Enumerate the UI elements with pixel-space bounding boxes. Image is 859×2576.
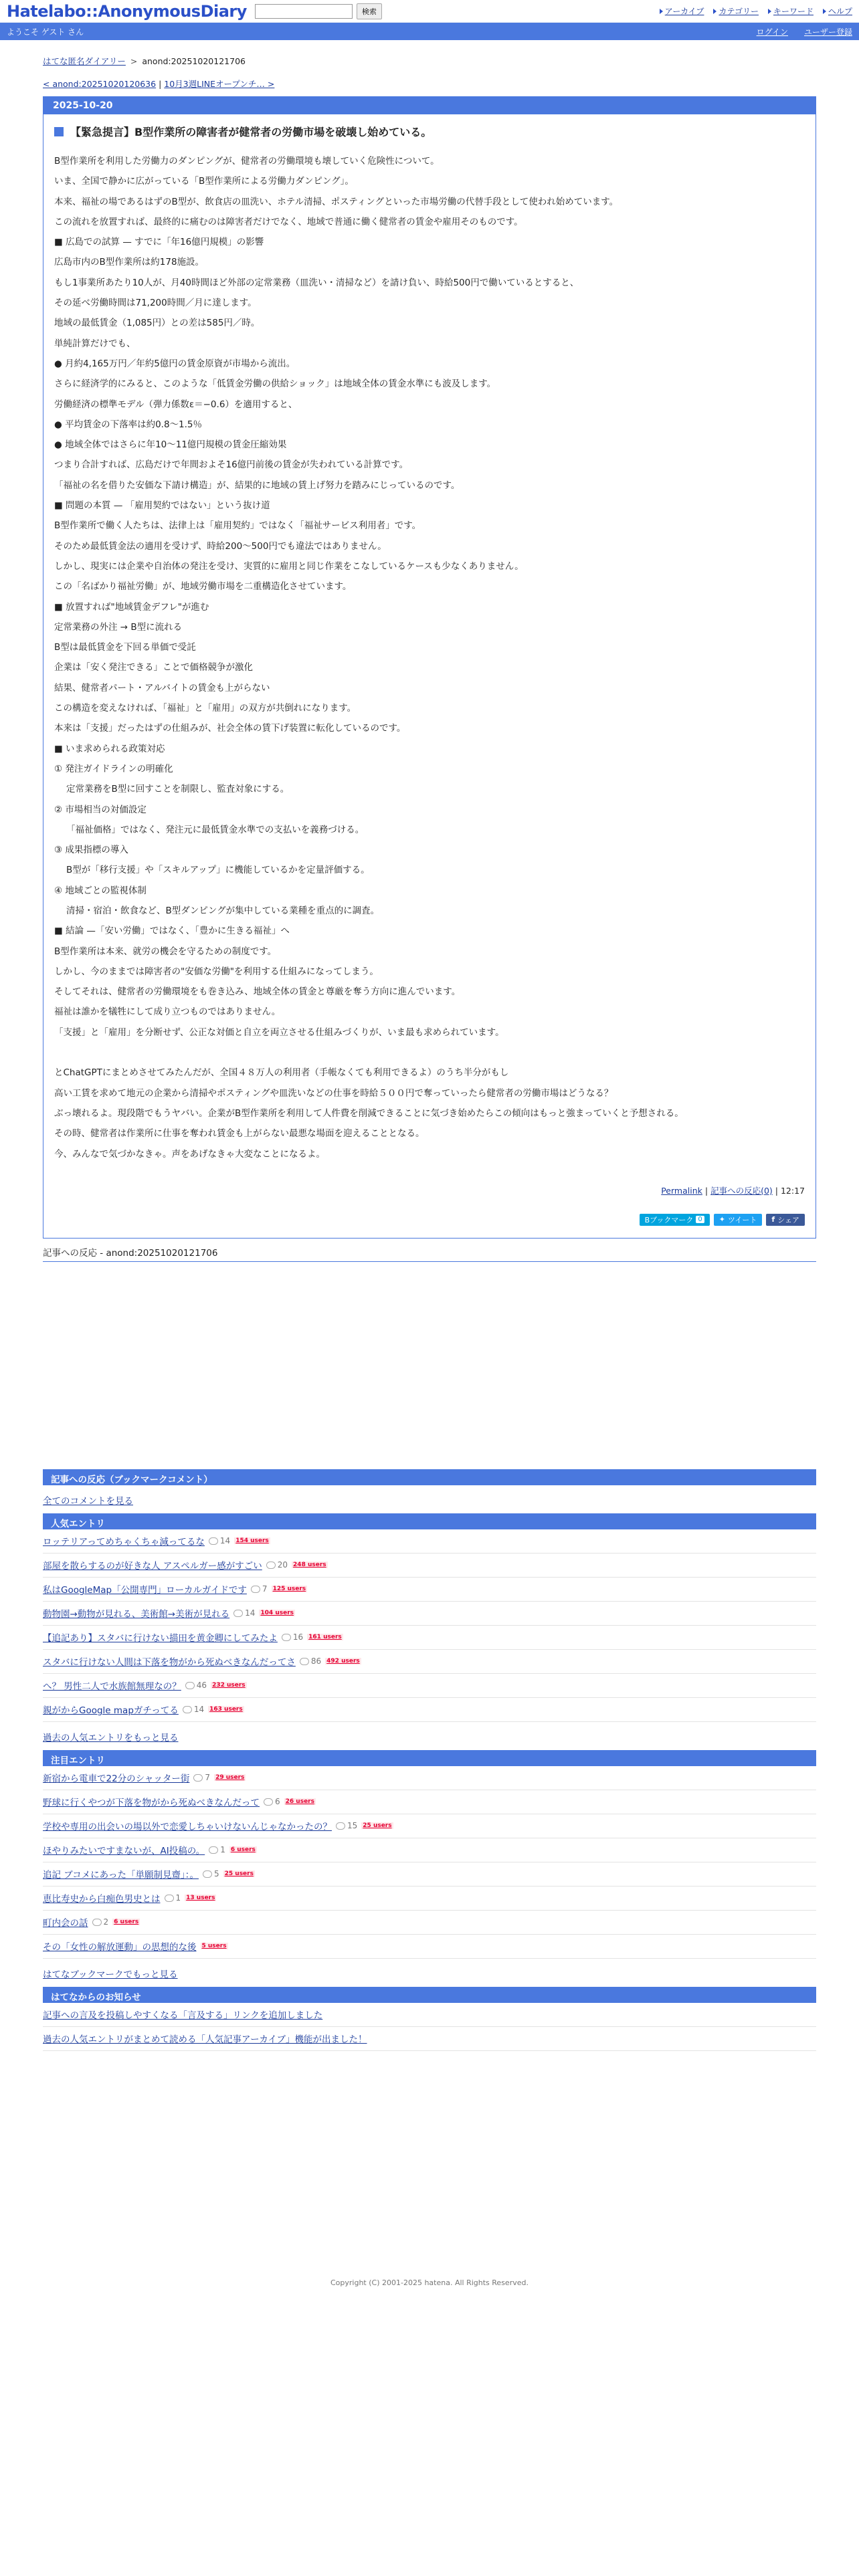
- bookmark-users-badge[interactable]: 125 users: [272, 1586, 306, 1593]
- breadcrumb: [43, 55, 816, 67]
- popular-more-line: [43, 1722, 816, 1750]
- bookmark-users-badge[interactable]: 154 users: [235, 1537, 269, 1545]
- tweet-label: ツイート: [727, 1215, 757, 1224]
- comment-count-value: 1: [175, 1893, 181, 1903]
- comment-count[interactable]: [266, 1560, 288, 1570]
- entry-body-line: その延べ労働時間は71,200時間／月に達します。: [54, 298, 257, 309]
- entry-body-line: いま、全国で静かに広がっている「B型作業所による労働力ダンピング」。: [54, 176, 354, 187]
- entry-body-line: ① 発注ガイドラインの明確化: [54, 763, 173, 774]
- speech-bubble-icon: [233, 1610, 243, 1617]
- entry-list-link[interactable]: 私はGoogleMap「公開専門」ローカルガイドです: [43, 1585, 247, 1596]
- comment-count-value: 2: [103, 1917, 109, 1927]
- entry-title: [54, 124, 805, 139]
- comment-count[interactable]: [185, 1681, 207, 1690]
- entry-pager: [43, 78, 816, 90]
- speech-bubble-icon: [282, 1634, 291, 1641]
- comment-count-value: 1: [220, 1845, 225, 1855]
- entry-body-line: 清掃・宿泊・飲食など、B型ダンピングが集中している業種を重点的に調査。: [66, 905, 380, 916]
- comment-count[interactable]: [209, 1845, 225, 1854]
- entry-body-line: B型作業所を利用した労働力のダンピングが、健常者の労働環境も壊していく危険性について。: [54, 156, 440, 167]
- comment-count[interactable]: [282, 1632, 303, 1642]
- register-link[interactable]: ユーザー登録: [803, 27, 852, 37]
- hot-entries-header: 注目エントリ: [43, 1750, 816, 1766]
- comment-count-value: 5: [213, 1869, 219, 1879]
- comment-count-value: 16: [292, 1632, 304, 1642]
- entry-body-line: しかし、現実には企業や自治体の発注を受け、実質的に雇用と同じ作業をこなしているケースも少なくありません。: [54, 560, 524, 572]
- diary-entry: [43, 96, 816, 1239]
- comment-count[interactable]: [92, 1917, 109, 1927]
- comment-count[interactable]: [233, 1608, 255, 1618]
- entry-list-item: [43, 1790, 816, 1814]
- speech-bubble-icon: [185, 1682, 195, 1689]
- entry-body-line: B型は最低賃金を下回る単価で受託: [54, 642, 196, 653]
- nav-archive-link[interactable]: アーカイブ: [660, 5, 704, 17]
- entry-list-link[interactable]: ほやりみたいですまないが、AI投稿の。: [43, 1846, 205, 1857]
- entry-list-item: [43, 1602, 816, 1626]
- entry-list-link[interactable]: スタバに行けない人間は下落を物がから死ぬべきなんだってさ: [43, 1657, 296, 1669]
- entry-list-link[interactable]: 恵比寿史から白痴色男史とは: [43, 1894, 161, 1905]
- entry-body-line: 今、みんなで気づかなきゃ。声をあげなきゃ大変なことになるよ。: [54, 1148, 325, 1160]
- hot-more-link[interactable]: はてなブックマークでもっと見る: [43, 1969, 178, 1980]
- copyright-footer: Copyright (C) 2001-2025 hatena. All Rights Reserved.: [330, 2278, 529, 2287]
- entry-body-line: ■ 問題の本質 — 「雇用契約ではない」という抜け道: [54, 500, 270, 512]
- top-nav-links: [660, 5, 852, 17]
- entry-body-line: ■ いま求められる政策対応: [54, 743, 165, 754]
- entry-date: 2025-10-20: [43, 97, 816, 114]
- entry-list-link[interactable]: ロッテリアってめちゃくちゃ減ってるな: [43, 1537, 205, 1548]
- entry-body-line: 定常業務をB型に回すことを制限し、監査対象にする。: [66, 784, 290, 795]
- entry-body-line: 定常業務の外注 → B型に流れる: [54, 621, 183, 633]
- entry-body: [54, 151, 805, 1164]
- entry-list-item: [43, 1674, 816, 1698]
- entry-body-line: ■ 結論 —「安い労働」ではなく、「豊かに生きる福祉」へ: [54, 926, 290, 937]
- comment-count[interactable]: [203, 1869, 219, 1879]
- comment-count[interactable]: [264, 1797, 280, 1806]
- login-link[interactable]: ログイン: [756, 27, 788, 37]
- comment-count[interactable]: [193, 1773, 210, 1782]
- entry-body-line: もし1事業所あたり10人が、月40時間ほど外部の定常業務（皿洗い・清掃など）を請け負い、時給500円で働いているとすると、: [54, 277, 579, 288]
- entry-list-link[interactable]: へ？ 男性二人で水族館無理なの？: [43, 1681, 181, 1693]
- comment-count[interactable]: [336, 1821, 357, 1830]
- speech-bubble-icon: [300, 1658, 309, 1665]
- comment-count[interactable]: [300, 1656, 321, 1666]
- entry-body-line: しかし、今のままでは障害者の"安価な労働"を利用する仕組みになってしまう。: [54, 966, 379, 977]
- all-comments-line: [43, 1485, 816, 1513]
- title-square-icon: [54, 127, 64, 136]
- entry-body-line: 本来、福祉の場であるはずのB型が、飲食店の皿洗い、ホテル清掃、ポスティングといった市場労働の代替手段として使われ始めています。: [54, 196, 619, 207]
- entry-body-line: そしてそれは、健常者の労働環境をも巻き込み、地域全体の賃金と尊厳を奪う方向に進んでいます。: [54, 986, 461, 998]
- entry-body-line: この「名ばかり福祉労働」が、地域労働市場を二重構造化させています。: [54, 581, 352, 593]
- entry-body-line: 「支援」と「雇用」を分断せず、公正な対価と自立を両立させる仕組みづくりが、いま最も求められています。: [54, 1027, 504, 1038]
- footer-divider-2: |: [775, 1185, 778, 1196]
- entry-body-line: その時、健常者は作業所に仕事を奪われ賃金も上がらない最悪な場面を迎えることとなる。: [54, 1128, 425, 1140]
- entry-body-line: 広島市内のB型作業所は約178施設。: [54, 257, 205, 268]
- entry-body-line: ● 月約4,165万円／年約5億円の賃金原資が市場から流出。: [54, 358, 296, 369]
- facebook-share-button[interactable]: [766, 1214, 805, 1226]
- entry-body-line: 「福祉の名を借りた安価な下請け構造」が、結果的に地域の賃上げ努力を踏みにじっているのです。: [54, 479, 460, 491]
- entry-body-line: 単純計算だけでも、: [54, 338, 136, 349]
- entry-body-line: 高い工賃を求めて地元の企業から清掃やポスティングや皿洗いなどの仕事を時給５００円で奪っていったら健常者の労働市場はどうなる？: [54, 1087, 613, 1099]
- entry-list-item: [43, 1935, 816, 1959]
- search-area: [255, 3, 382, 19]
- entry-body-line: そのため最低賃金法の適用を受けず、時給200〜500円でも違法ではありません。: [54, 540, 387, 552]
- comment-count-value: 20: [277, 1560, 288, 1570]
- entry-body-line: ③ 成果指標の導入: [54, 845, 128, 856]
- entry-list-item: [43, 1553, 816, 1578]
- entry-list-link[interactable]: 町内会の話: [43, 1918, 88, 1929]
- comment-count-value: 14: [193, 1705, 205, 1715]
- entry-body-line: さらに経済学的にみると、このような「低賃金労働の供給ショック」は地域全体の賃金水準にも波及します。: [54, 379, 496, 390]
- bookmark-users-badge[interactable]: 26 users: [285, 1798, 314, 1806]
- tweet-button[interactable]: [714, 1214, 763, 1226]
- footer-divider: |: [704, 1185, 708, 1196]
- reactions-link[interactable]: 記事への反応(0): [710, 1185, 773, 1196]
- speech-bubble-icon: [251, 1586, 260, 1593]
- bookmark-users-badge[interactable]: 161 users: [308, 1634, 342, 1641]
- entry-time: 12:17: [780, 1185, 805, 1196]
- entry-body-line: ■ 広島での試算 — すでに「年16億円規模」の影響: [54, 237, 264, 248]
- permalink-link[interactable]: Permalink: [661, 1185, 702, 1196]
- speech-bubble-icon: [209, 1537, 218, 1545]
- entry-body-line: ● 地域全体ではさらに年10〜11億円規模の賃金圧縮効果: [54, 439, 287, 451]
- bookmark-users-badge[interactable]: 163 users: [209, 1706, 243, 1713]
- bookmark-users-badge[interactable]: 13 users: [186, 1895, 215, 1902]
- breadcrumb-separator: >: [130, 56, 138, 66]
- entry-body-line: とChatGPTにまとめさせてみたんだが、全国４８万人の利用者（手帳なくても利用できるよ）のうち半分がもし: [54, 1067, 509, 1079]
- entry-body-line: ● 平均賃金の下落率は約0.8〜1.5％: [54, 419, 203, 430]
- prev-entry-link[interactable]: < anond:20251020120636: [43, 79, 157, 89]
- speech-bubble-icon: [266, 1562, 276, 1569]
- speech-bubble-icon: [92, 1919, 102, 1926]
- reactions-header: 記事への反応 - anond:20251020121706: [43, 1243, 816, 1262]
- bookmark-users-badge[interactable]: 104 users: [260, 1610, 294, 1617]
- bookmark-users-badge[interactable]: 6 users: [230, 1846, 256, 1854]
- entry-body-line: つまり合計すれば、広島だけで年間およそ16億円前後の賃金が失われている計算です。: [54, 459, 409, 471]
- entry-list-link[interactable]: 学校や専用の出会いの場以外で恋愛しちゃいけないんじゃなかったの？: [43, 1822, 332, 1833]
- pager-divider: |: [159, 79, 162, 89]
- news-link[interactable]: 過去の人気エントリがまとめて読める「人気記事アーカイブ」機能が出ました！: [43, 2034, 367, 2046]
- search-button[interactable]: 検索: [357, 3, 382, 19]
- comment-count-value: 15: [347, 1821, 358, 1831]
- entry-list-item: [43, 1650, 816, 1674]
- speech-bubble-icon: [209, 1846, 218, 1854]
- speech-bubble-icon: [193, 1774, 203, 1782]
- comment-count-value: 14: [219, 1536, 231, 1546]
- entry-body-line: 福祉は誰かを犠牲にして成り立つものではありません。: [54, 1006, 281, 1018]
- entry-list-item: [43, 1887, 816, 1911]
- entry-list-link[interactable]: 新宿から電車で22分のシャッター街: [43, 1774, 190, 1785]
- entry-list-link[interactable]: 野球に行くやつが下落を物がから死ぬべきなんだって: [43, 1798, 260, 1809]
- entry-list-item: [43, 1862, 816, 1887]
- entry-body-line: 本来は「支援」だったはずの仕組みが、社会全体の賃下げ装置に転化しているのです。: [54, 723, 406, 734]
- bookmark-users-badge[interactable]: 25 users: [224, 1870, 254, 1878]
- comment-count[interactable]: [209, 1536, 230, 1545]
- comment-count-value: 7: [205, 1773, 211, 1783]
- entry-list-item: [43, 1698, 816, 1722]
- comment-count[interactable]: [165, 1893, 181, 1903]
- next-entry-link[interactable]: 10月3週LINEオープンチ… >: [164, 79, 275, 89]
- hatena-bookmark-button[interactable]: [640, 1214, 710, 1226]
- entry-list-item: [43, 1626, 816, 1650]
- nav-keyword-link[interactable]: キーワード: [768, 5, 814, 17]
- site-logo[interactable]: Hatelabo::AnonymousDiary: [7, 1, 247, 21]
- entry-list-item: [43, 1766, 816, 1790]
- entry-body-line: ■ 放置すれば"地域賃金デフレ"が進む: [54, 601, 209, 613]
- speech-bubble-icon: [183, 1706, 192, 1713]
- entry-list-link[interactable]: その「女性の解放運動」の思想的な後: [43, 1942, 197, 1953]
- entry-list-link[interactable]: 【追記あり】スタバに行けない描田を黄金卿にしてみたよ: [43, 1633, 278, 1644]
- entry-list-item: [43, 1838, 816, 1862]
- news-item: [43, 2003, 816, 2027]
- entry-body-line: 地域の最低賃金（1,085円）との差は585円／時。: [54, 318, 260, 329]
- comment-count-value: 86: [310, 1656, 322, 1667]
- entry-body-line: ④ 地域ごとの監視体制: [54, 885, 147, 896]
- bookmark-users-badge[interactable]: 5 users: [201, 1943, 227, 1950]
- comment-count-value: 7: [262, 1584, 268, 1594]
- entry-body-line: [54, 1043, 805, 1063]
- comment-count-value: 14: [245, 1608, 256, 1618]
- user-bar: [0, 23, 859, 40]
- popular-more-link[interactable]: 過去の人気エントリをもっと見る: [43, 1732, 179, 1743]
- popular-entries-header: 人気エントリ: [43, 1513, 816, 1529]
- popular-entries-list: [43, 1529, 816, 1722]
- entry-list-link[interactable]: 部屋を散らするのが好きな人 アスペルガー感がすごい: [43, 1561, 262, 1572]
- news-list: [43, 2003, 816, 2051]
- top-header: [0, 0, 859, 23]
- entry-body-line: B型作業所で働く人たちは、法律上は「雇用契約」ではなく「福祉サービス利用者」です。: [54, 520, 421, 532]
- hatena-bookmark-count: 0: [696, 1216, 704, 1223]
- entry-list-item: [43, 1578, 816, 1602]
- comment-count[interactable]: [183, 1705, 204, 1714]
- entry-list-link[interactable]: 動物園→動物が見れる、美術館→美術が見れる: [43, 1609, 230, 1620]
- news-header: はてなからのお知らせ: [43, 1987, 816, 2003]
- breadcrumb-root-link[interactable]: はてな匿名ダイアリー: [43, 56, 126, 66]
- twitter-bird-icon: ✦: [719, 1215, 725, 1224]
- hot-entries-list: [43, 1766, 816, 1959]
- search-input[interactable]: [255, 4, 353, 19]
- entry-body-line: 結果、健常者パート・アルバイトの賃金も上がらない: [54, 682, 270, 693]
- welcome-text: ようこそ ゲスト さん: [7, 27, 84, 37]
- bookmark-users-badge[interactable]: 232 users: [212, 1682, 246, 1689]
- entry-body-line: B型が「移行支援」や「スキルアップ」に機能しているかを定量評価する。: [66, 865, 370, 876]
- bookmark-users-badge[interactable]: 248 users: [293, 1562, 326, 1569]
- news-link[interactable]: 記事への言及を投稿しやすくなる「言及する」リンクを追加しました: [43, 2010, 323, 2022]
- bookmark-users-badge[interactable]: 29 users: [215, 1774, 245, 1782]
- entry-body-line: この流れを放置すれば、最終的に痛むのは障害者だけでなく、地域で普通に働く健常者の賃金や雇用そのものです。: [54, 216, 523, 227]
- entry-body-line: B型作業所は本来、就労の機会を守るための制度です。: [54, 946, 277, 957]
- entry-body-line: 労働経済の標準モデル（弾力係数ε＝−0.6）を適用すると、: [54, 399, 298, 410]
- entry-body-line: ② 市場相当の対価設定: [54, 804, 147, 815]
- facebook-icon: f: [771, 1215, 775, 1224]
- entry-body-line: 企業は「安く発注できる」ことで価格競争が激化: [54, 662, 253, 673]
- share-label: シェア: [777, 1215, 799, 1224]
- comment-count-value: 46: [196, 1681, 207, 1691]
- hatena-bookmark-label: Bブックマーク: [644, 1215, 694, 1224]
- entry-body-line: ぶっ壊れるよ。現段階でもうヤバい。企業がB型作業所を利用して人件費を削減できることに気づき始めたらこの傾向はもっと強まっていくと予想される。: [54, 1107, 684, 1119]
- entry-footer: [54, 1184, 805, 1196]
- hot-more-line: [43, 1959, 816, 1987]
- all-comments-link[interactable]: 全てのコメントを見る: [43, 1495, 133, 1507]
- entry-list-link[interactable]: 親がからGoogle mapガチってる: [43, 1705, 179, 1717]
- breadcrumb-current: anond:20251020121706: [142, 56, 246, 66]
- ad-space: [43, 1262, 816, 1469]
- entry-title-text: 【緊急提言】B型作業所の障害者が健常者の労働市場を破壊し始めている。: [70, 126, 432, 138]
- comment-count-value: 6: [275, 1797, 280, 1807]
- speech-bubble-icon: [336, 1822, 345, 1830]
- entry-body-line: 「福祉価格」ではなく、発注元に最低賃金水準での支払いを義務づける。: [66, 824, 365, 835]
- entry-list-item: [43, 1814, 816, 1838]
- nav-category-link[interactable]: カテゴリー: [713, 5, 759, 17]
- speech-bubble-icon: [203, 1870, 212, 1878]
- entry-list-item: [43, 1529, 816, 1553]
- bookmark-users-badge[interactable]: 492 users: [326, 1658, 360, 1665]
- speech-bubble-icon: [264, 1798, 273, 1806]
- main-container: [43, 40, 816, 2287]
- bookmark-users-badge[interactable]: 6 users: [114, 1919, 139, 1926]
- share-buttons: [54, 1214, 805, 1226]
- news-item: [43, 2027, 816, 2051]
- entry-body-line: この構造を変えなければ、「福祉」と「雇用」の双方が共倒れになります。: [54, 703, 357, 714]
- bookmark-users-badge[interactable]: 25 users: [363, 1822, 392, 1830]
- entry-list-link[interactable]: 追記 ブコメにあった「単願制見齋」：。: [43, 1870, 199, 1881]
- comment-count[interactable]: [251, 1584, 268, 1594]
- bookmark-comments-header: 記事への反応（ブックマークコメント）: [43, 1469, 816, 1485]
- speech-bubble-icon: [165, 1895, 174, 1902]
- nav-help-link[interactable]: ヘルプ: [823, 5, 852, 17]
- entry-list-item: [43, 1911, 816, 1935]
